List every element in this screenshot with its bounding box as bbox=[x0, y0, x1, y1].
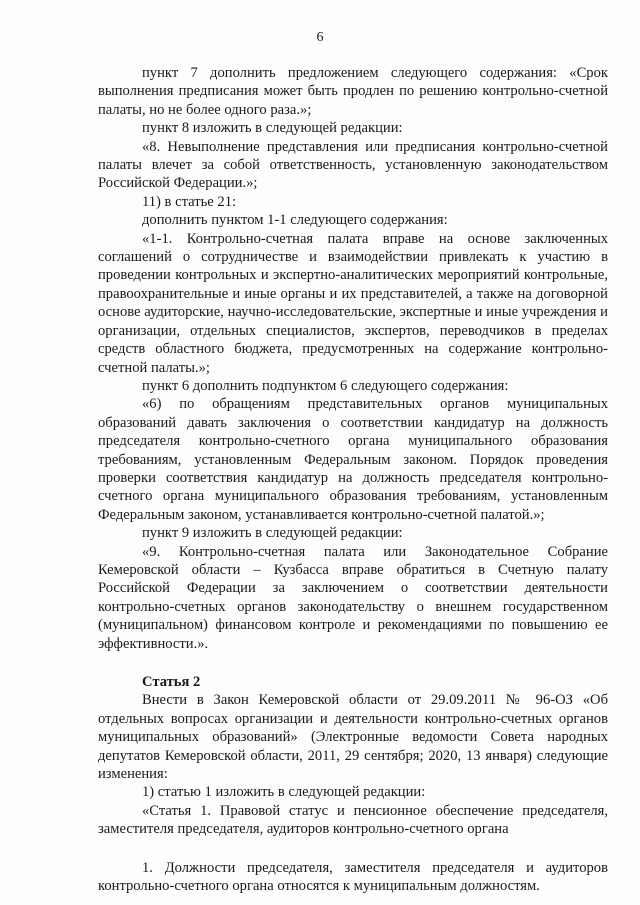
spacer bbox=[98, 653, 608, 673]
paragraph: дополнить пунктом 1-1 следующего содержания: bbox=[142, 212, 448, 229]
paragraph: «8. Невыполнение представления или предписания контрольно-счетной палаты влечет за собой ответственность, установленную законодательством Российской Федерации.»; bbox=[98, 138, 608, 192]
paragraph: пункт 8 изложить в следующей редакции: bbox=[142, 120, 403, 137]
page-number: 6 bbox=[316, 30, 324, 45]
paragraph: Внести в Закон Кемеровской области от 29.09.2011 № 96-ОЗ «Об отдельных вопросах организации и деятельности контрольно-счетных органов муниципальных образований» (Электронные ведомости Совета народных депутатов Кемеровской области, 2011, 29 сентября; 2020, 13 января) следующие изменения: bbox=[98, 692, 608, 783]
article-heading: Статья 2 bbox=[142, 674, 201, 690]
paragraph: 1. Должности председателя, заместителя председателя и аудиторов контрольно-счетного органа относятся к муниципальным должностям. bbox=[98, 859, 608, 895]
paragraph: «6) по обращениям представительных органов муниципальных образований давать заключения о соответствии кандидатур на должность председателя контрольно-счетного органа муниципального образования требованиям, установленным Федеральным законом. Порядок проведения проверки соответствия кандидатур на должность председателя контрольно-счетного органа муниципального образования требованиям, установленным Федеральным законом, устанавливается контрольно-счетной палатой.»; bbox=[98, 396, 608, 523]
paragraph: пункт 9 изложить в следующей редакции: bbox=[142, 525, 403, 542]
paragraph: «Статья 1. Правовой статус и пенсионное обеспечение председателя, заместителя председателя, аудиторов контрольно-счетного органа bbox=[98, 802, 608, 838]
paragraph: 11) в статье 21: bbox=[142, 193, 237, 210]
document-body bbox=[98, 64, 608, 895]
paragraph: пункт 7 дополнить предложением следующего содержания: «Срок выполнения предписания может быть продлен по решению контрольно-счетной палаты, но не более одного раза.»; bbox=[98, 65, 608, 118]
spacer bbox=[98, 839, 608, 859]
paragraph: пункт 6 дополнить подпунктом 6 следующего содержания: bbox=[142, 377, 509, 394]
paragraph: «9. Контрольно-счетная палата или Законодательное Собрание Кемеровской области – Кузбасса вправе обратиться в Счетную палату Российской Федерации за заключением о соответствии деятельности контрольно-счетных органов законодательству о внешнем государственном (муниципальном) финансовом контроле и рекомендациями по повышению ее эффективности.». bbox=[98, 543, 608, 652]
paragraph: «1-1. Контрольно-счетная палата вправе на основе заключенных соглашений о сотрудничестве и взаимодействии привлекать к участию в проведении контрольных и экспертно-аналитических мероприятий контрольные, правоохранительные и иные органы и их представителей, а также на договорной основе аудиторские, научно-исследовательские, экспертные и иные учреждения и организации, отдельных специалистов, экспертов, переводчиков в пределах средств областного бюджета, предусмотренных на содержание контрольно-счетной палаты.»; bbox=[98, 230, 608, 376]
paragraph: 1) статью 1 изложить в следующей редакции: bbox=[142, 784, 426, 801]
